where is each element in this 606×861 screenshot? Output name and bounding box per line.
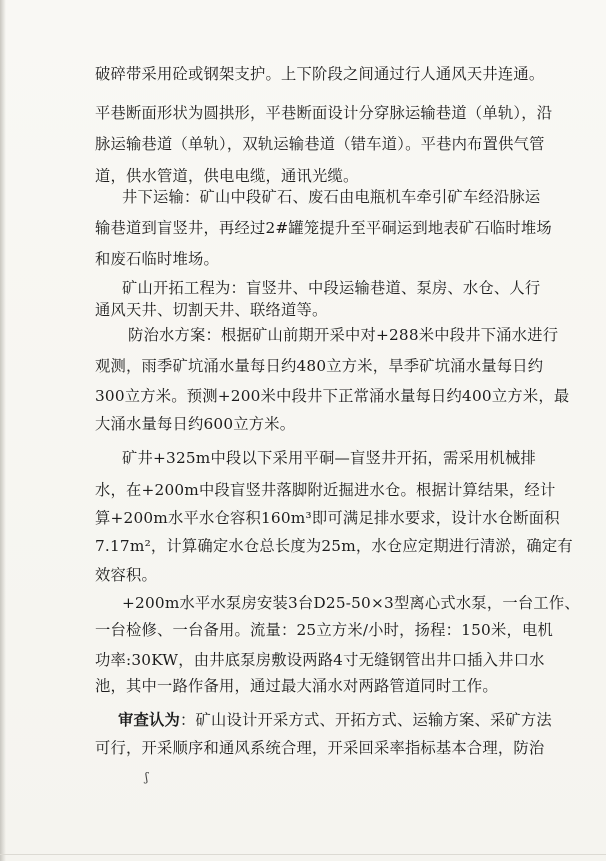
paragraph-line: 防治水方案：根据矿山前期开采中对+288米中段井下涌水进行 bbox=[128, 326, 559, 344]
paragraph-line: 平巷断面形状为圆拱形，平巷断面设计分穿脉运输巷道（单轨），沿 bbox=[95, 104, 553, 122]
paragraph-line: 功率:30KW，由井底泵房敷设两路4寸无缝钢管出井口插入井口水 bbox=[95, 651, 545, 669]
paragraph-line: +200m水平水泵房安装3台D25-50×3型离心式水泵，一台工作、 bbox=[122, 594, 580, 612]
paragraph-line: 一台检修、一台备用。流量：25立方米/小时，扬程：150米，电机 bbox=[95, 621, 553, 639]
paragraph-line: 可行，开采顺序和通风系统合理，开采回采率指标基本合理，防治 bbox=[95, 739, 545, 757]
paragraph-line: 矿井+325m中段以下采用平硐—盲竖井开拓，需采用机械排 bbox=[122, 449, 536, 467]
paragraph-line: 观测，雨季矿坑涌水量每日约480立方米，旱季矿坑涌水量每日约 bbox=[95, 357, 544, 375]
paragraph-line: 大涌水量每日约600立方米。 bbox=[95, 415, 296, 433]
review-line bbox=[118, 710, 606, 730]
review-label: 审查认为 bbox=[118, 711, 180, 729]
paragraph-line: 水，在+200m中段盲竖井落脚附近掘进水仓。根据计算结果，经计 bbox=[95, 481, 556, 499]
paragraph-line: 算+200m水平水仓容积160m³即可满足排水要求，设计水仓断面积 bbox=[95, 509, 560, 527]
paragraph-line: 效容积。 bbox=[95, 566, 157, 584]
paragraph-line: 破碎带采用砼或钢架支护。上下阶段之间通过行人通风天井连通。 bbox=[95, 65, 545, 83]
paragraph-line: 和废石临时堆场。 bbox=[95, 250, 219, 268]
paragraph-line: 300立方米。预测+200米中段井下正常涌水量每日约400立方米，最 bbox=[95, 387, 570, 405]
paragraph-line: 井下运输：矿山中段矿石、废石由电瓶机车牵引矿车经沿脉运 bbox=[122, 188, 541, 206]
paragraph-line: 通风天井、切割天井、联络道等。 bbox=[95, 301, 328, 319]
paragraph-line: 矿山开拓工程为：盲竖井、中段运输巷道、泵房、水仓、人行 bbox=[122, 279, 541, 297]
paragraph-line: 道，供水管道，供电电缆，通讯光缆。 bbox=[95, 167, 359, 185]
review-text: ：矿山设计开采方式、开拓方式、运输方案、采矿方法 bbox=[180, 711, 552, 729]
scan-edge-shadow bbox=[0, 0, 6, 861]
paragraph-line: 7.17m²，计算确定水仓总长度为25m，水仓应定期进行清淤，确定有 bbox=[95, 537, 573, 555]
page-bottom-edge bbox=[0, 854, 606, 855]
paragraph-line: 输巷道到盲竖井，再经过2#罐笼提升至平硐运到地表矿石临时堆场 bbox=[95, 219, 552, 237]
stray-mark: ʃ bbox=[145, 770, 149, 784]
paragraph-line: 脉运输巷道（单轨），双轨运输巷道（错车道）。平巷内布置供气管 bbox=[95, 135, 545, 153]
paragraph-line: 池，其中一路作备用，通过最大涌水对两路管道同时工作。 bbox=[95, 677, 498, 695]
